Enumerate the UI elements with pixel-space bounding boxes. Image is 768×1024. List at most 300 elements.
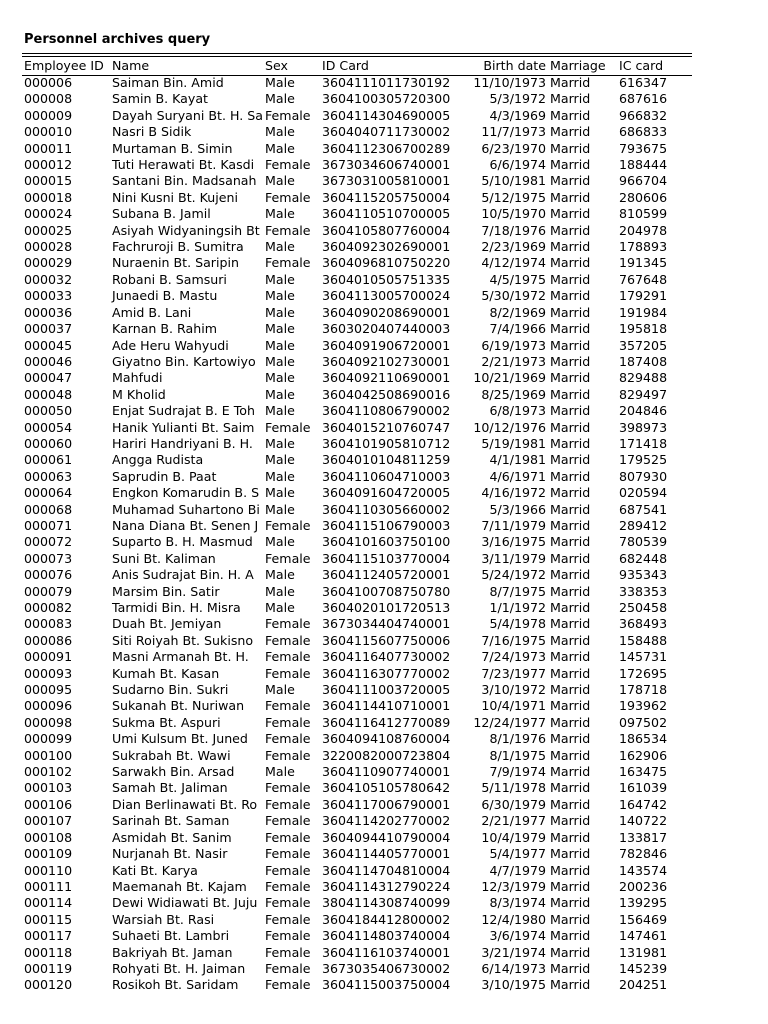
id-card-cell: 3604115103770004 bbox=[322, 550, 451, 566]
id-card-cell: 3604101603750100 bbox=[322, 534, 451, 550]
ic-card-cell: 171418 bbox=[619, 435, 668, 451]
id-card-cell: 3604020101720513 bbox=[322, 600, 451, 615]
ic-card-cell: 191345 bbox=[619, 255, 668, 271]
table-row bbox=[22, 403, 692, 419]
id-card-cell: 3604110907740001 bbox=[322, 764, 451, 780]
marriage-cell: Marrid bbox=[550, 731, 591, 747]
name-cell: Samin B. Kayat bbox=[112, 91, 208, 107]
birth-date-cell: 6/30/1979 bbox=[481, 796, 546, 812]
name-cell: Sukrabah Bt. Wawi bbox=[112, 747, 231, 763]
sex-cell: Male bbox=[265, 173, 295, 189]
sex-cell: Female bbox=[265, 846, 311, 862]
ic-card-cell: 097502 bbox=[619, 714, 668, 730]
id-card-cell: 3673031005810001 bbox=[322, 173, 451, 189]
sex-cell: Female bbox=[265, 632, 311, 648]
table-row bbox=[22, 780, 692, 796]
name-cell: Murtaman B. Simin bbox=[112, 140, 233, 156]
employee-id-cell: 000025 bbox=[24, 222, 73, 238]
id-card-cell: 3604015210760747 bbox=[322, 419, 451, 435]
col-id-card: ID Card bbox=[322, 58, 369, 73]
ic-card-cell: 686833 bbox=[619, 124, 668, 140]
ic-card-cell: 966704 bbox=[619, 173, 668, 189]
birth-date-cell: 11/10/1973 bbox=[473, 75, 546, 90]
employee-id-cell: 000098 bbox=[24, 714, 73, 730]
sex-cell: Male bbox=[265, 501, 295, 517]
employee-id-cell: 000108 bbox=[24, 829, 73, 845]
birth-date-cell: 10/5/1970 bbox=[481, 206, 546, 222]
employee-id-cell: 000054 bbox=[24, 419, 73, 435]
employee-id-cell: 000064 bbox=[24, 485, 73, 501]
birth-date-cell: 4/6/1971 bbox=[489, 468, 546, 484]
employee-id-cell: 000095 bbox=[24, 682, 73, 698]
birth-date-cell: 10/4/1979 bbox=[481, 829, 546, 845]
id-card-cell: 3604042508690016 bbox=[322, 386, 451, 402]
birth-date-cell: 5/11/1978 bbox=[481, 780, 546, 796]
birth-date-cell: 12/3/1979 bbox=[481, 878, 546, 894]
id-card-cell: 3604113005700024 bbox=[322, 288, 451, 304]
name-cell: Sudarno Bin. Sukri bbox=[112, 682, 229, 698]
marriage-cell: Marrid bbox=[550, 977, 591, 993]
employee-id-cell: 000119 bbox=[24, 960, 73, 976]
id-card-cell: 3604010104811259 bbox=[322, 452, 451, 468]
sex-cell: Male bbox=[265, 534, 295, 550]
birth-date-cell: 5/3/1966 bbox=[489, 501, 546, 517]
birth-date-cell: 4/12/1974 bbox=[481, 255, 546, 271]
employee-id-cell: 000048 bbox=[24, 386, 73, 402]
ic-card-cell: 398973 bbox=[619, 419, 668, 435]
id-card-cell: 3604114304690005 bbox=[322, 107, 451, 123]
birth-date-cell: 7/24/1973 bbox=[481, 649, 546, 665]
birth-date-cell: 5/4/1978 bbox=[489, 616, 546, 632]
table-row bbox=[22, 846, 692, 862]
table-row bbox=[22, 75, 692, 91]
birth-date-cell: 2/23/1969 bbox=[481, 239, 546, 255]
id-card-cell: 3604111003720005 bbox=[322, 682, 451, 698]
name-cell: Saiman Bin. Amid bbox=[112, 75, 224, 90]
employee-id-cell: 000063 bbox=[24, 468, 73, 484]
marriage-cell: Marrid bbox=[550, 813, 591, 829]
sex-cell: Female bbox=[265, 517, 311, 533]
sex-cell: Male bbox=[265, 600, 295, 615]
marriage-cell: Marrid bbox=[550, 222, 591, 238]
table-row bbox=[22, 813, 692, 829]
id-card-cell: 3604115003750004 bbox=[322, 977, 451, 993]
birth-date-cell: 8/2/1969 bbox=[489, 304, 546, 320]
name-cell: Asmidah Bt. Sanim bbox=[112, 829, 232, 845]
id-card-cell: 3604110604710003 bbox=[322, 468, 451, 484]
sex-cell: Male bbox=[265, 403, 295, 419]
birth-date-cell: 10/21/1969 bbox=[473, 370, 546, 386]
employee-id-cell: 000083 bbox=[24, 616, 73, 632]
birth-date-cell: 11/7/1973 bbox=[481, 124, 546, 140]
table-row bbox=[22, 190, 692, 206]
name-cell: Rohyati Bt. H. Jaiman bbox=[112, 960, 246, 976]
ic-card-cell: 140722 bbox=[619, 813, 668, 829]
marriage-cell: Marrid bbox=[550, 682, 591, 698]
sex-cell: Female bbox=[265, 928, 311, 944]
marriage-cell: Marrid bbox=[550, 452, 591, 468]
ic-card-cell: 204846 bbox=[619, 403, 668, 419]
name-cell: Umi Kulsum Bt. Juned bbox=[112, 731, 248, 747]
col-birth-date: Birth date bbox=[483, 58, 546, 73]
birth-date-cell: 6/6/1974 bbox=[489, 157, 546, 173]
birth-date-cell: 2/21/1977 bbox=[481, 813, 546, 829]
marriage-cell: Marrid bbox=[550, 895, 591, 911]
name-cell: Ade Heru Wahyudi bbox=[112, 337, 229, 353]
marriage-cell: Marrid bbox=[550, 140, 591, 156]
table-body bbox=[22, 75, 692, 994]
marriage-cell: Marrid bbox=[550, 649, 591, 665]
employee-id-cell: 000010 bbox=[24, 124, 73, 140]
ic-card-cell: 204978 bbox=[619, 222, 668, 238]
name-cell: Santani Bin. Madsanah bbox=[112, 173, 257, 189]
ic-card-cell: 145239 bbox=[619, 960, 668, 976]
employee-id-cell: 000009 bbox=[24, 107, 73, 123]
table-row bbox=[22, 452, 692, 468]
table-row bbox=[22, 928, 692, 944]
sex-cell: Female bbox=[265, 714, 311, 730]
table-row bbox=[22, 666, 692, 682]
sex-cell: Male bbox=[265, 764, 295, 780]
table-row bbox=[22, 649, 692, 665]
marriage-cell: Marrid bbox=[550, 75, 591, 90]
ic-card-cell: 186534 bbox=[619, 731, 668, 747]
table-row bbox=[22, 272, 692, 288]
birth-date-cell: 5/12/1975 bbox=[481, 189, 546, 205]
marriage-cell: Marrid bbox=[550, 534, 591, 550]
employee-id-cell: 000045 bbox=[24, 337, 73, 353]
employee-id-cell: 000071 bbox=[24, 517, 73, 533]
table-row bbox=[22, 305, 692, 321]
name-cell: Dayah Suryani Bt. H. Sa bbox=[112, 107, 263, 123]
employee-id-cell: 000118 bbox=[24, 944, 73, 960]
birth-date-cell: 6/23/1970 bbox=[481, 140, 546, 156]
ic-card-cell: 179291 bbox=[619, 288, 668, 304]
ic-card-cell: 250458 bbox=[619, 600, 668, 615]
table-row bbox=[22, 600, 692, 616]
marriage-cell: Marrid bbox=[550, 600, 591, 615]
marriage-cell: Marrid bbox=[550, 764, 591, 780]
employee-id-cell: 000036 bbox=[24, 304, 73, 320]
name-cell: Suparto B. H. Masmud bbox=[112, 534, 253, 550]
birth-date-cell: 7/16/1975 bbox=[481, 632, 546, 648]
name-cell: Tuti Herawati Bt. Kasdi bbox=[112, 157, 255, 173]
employee-id-cell: 000082 bbox=[24, 600, 73, 615]
name-cell: Suni Bt. Kaliman bbox=[112, 550, 216, 566]
sex-cell: Male bbox=[265, 91, 295, 107]
sex-cell: Female bbox=[265, 944, 311, 960]
table-row bbox=[22, 239, 692, 255]
sex-cell: Male bbox=[265, 124, 295, 140]
employee-id-cell: 000086 bbox=[24, 632, 73, 648]
sex-cell: Male bbox=[265, 304, 295, 320]
ic-card-cell: 810599 bbox=[619, 206, 668, 222]
id-card-cell: 3604110806790002 bbox=[322, 403, 451, 419]
birth-date-cell: 3/10/1972 bbox=[481, 682, 546, 698]
id-card-cell: 3604115205750004 bbox=[322, 189, 451, 205]
marriage-cell: Marrid bbox=[550, 173, 591, 189]
header-row bbox=[22, 57, 692, 75]
id-card-cell: 3804114308740099 bbox=[322, 895, 451, 911]
ic-card-cell: 807930 bbox=[619, 468, 668, 484]
marriage-cell: Marrid bbox=[550, 550, 591, 566]
table-row bbox=[22, 420, 692, 436]
marriage-cell: Marrid bbox=[550, 846, 591, 862]
name-cell: Suhaeti Bt. Lambri bbox=[112, 928, 230, 944]
employee-id-cell: 000018 bbox=[24, 189, 73, 205]
sex-cell: Male bbox=[265, 140, 295, 156]
name-cell: Fachruroji B. Sumitra bbox=[112, 239, 244, 255]
id-card-cell: 3604116412770089 bbox=[322, 714, 451, 730]
birth-date-cell: 2/21/1973 bbox=[481, 353, 546, 369]
col-marriage: Marriage bbox=[550, 58, 606, 73]
ic-card-cell: 133817 bbox=[619, 829, 668, 845]
name-cell: Sukanah Bt. Nuriwan bbox=[112, 698, 245, 714]
marriage-cell: Marrid bbox=[550, 419, 591, 435]
name-cell: Nurjanah Bt. Nasir bbox=[112, 846, 228, 862]
ic-card-cell: 935343 bbox=[619, 567, 668, 583]
table-row bbox=[22, 370, 692, 386]
table-row bbox=[22, 173, 692, 189]
sex-cell: Male bbox=[265, 682, 295, 698]
employee-id-cell: 000115 bbox=[24, 911, 73, 927]
ic-card-cell: 280606 bbox=[619, 189, 668, 205]
name-cell: Saprudin B. Paat bbox=[112, 468, 217, 484]
marriage-cell: Marrid bbox=[550, 124, 591, 140]
marriage-cell: Marrid bbox=[550, 271, 591, 287]
sex-cell: Female bbox=[265, 911, 311, 927]
id-card-cell: 3604114410710001 bbox=[322, 698, 451, 714]
table-row bbox=[22, 879, 692, 895]
sex-cell: Female bbox=[265, 878, 311, 894]
sex-cell: Male bbox=[265, 353, 295, 369]
sex-cell: Female bbox=[265, 107, 311, 123]
birth-date-cell: 7/4/1966 bbox=[489, 321, 546, 337]
col-sex: Sex bbox=[265, 58, 288, 73]
table-row bbox=[22, 108, 692, 124]
sex-cell: Female bbox=[265, 829, 311, 845]
ic-card-cell: 158488 bbox=[619, 632, 668, 648]
name-cell: Subana B. Jamil bbox=[112, 206, 211, 222]
employee-id-cell: 000079 bbox=[24, 583, 73, 599]
ic-card-cell: 682448 bbox=[619, 550, 668, 566]
id-card-cell: 3604040711730002 bbox=[322, 124, 451, 140]
sex-cell: Female bbox=[265, 731, 311, 747]
table-row bbox=[22, 206, 692, 222]
ic-card-cell: 793675 bbox=[619, 140, 668, 156]
id-card-cell: 3604092110690001 bbox=[322, 370, 451, 386]
employee-id-cell: 000107 bbox=[24, 813, 73, 829]
id-card-cell: 3604101905810712 bbox=[322, 435, 451, 451]
marriage-cell: Marrid bbox=[550, 698, 591, 714]
col-name: Name bbox=[112, 58, 150, 73]
table-row bbox=[22, 616, 692, 632]
sex-cell: Male bbox=[265, 337, 295, 353]
employee-id-cell: 000106 bbox=[24, 796, 73, 812]
ic-card-cell: 178718 bbox=[619, 682, 668, 698]
sex-cell: Female bbox=[265, 960, 311, 976]
ic-card-cell: 178893 bbox=[619, 239, 668, 255]
col-employee-id: Employee ID bbox=[24, 58, 104, 73]
ic-card-cell: 164742 bbox=[619, 796, 668, 812]
marriage-cell: Marrid bbox=[550, 107, 591, 123]
birth-date-cell: 10/4/1971 bbox=[481, 698, 546, 714]
birth-date-cell: 10/12/1976 bbox=[473, 419, 546, 435]
sex-cell: Female bbox=[265, 616, 311, 632]
sex-cell: Female bbox=[265, 157, 311, 173]
table-row bbox=[22, 945, 692, 961]
employee-id-cell: 000114 bbox=[24, 895, 73, 911]
birth-date-cell: 3/21/1974 bbox=[481, 944, 546, 960]
marriage-cell: Marrid bbox=[550, 468, 591, 484]
employee-id-cell: 000096 bbox=[24, 698, 73, 714]
ic-card-cell: 289412 bbox=[619, 517, 668, 533]
sex-cell: Male bbox=[265, 583, 295, 599]
marriage-cell: Marrid bbox=[550, 780, 591, 796]
name-cell: Asiyah Widyaningsih Bt bbox=[112, 222, 260, 238]
id-card-cell: 3604100305720300 bbox=[322, 91, 451, 107]
id-card-cell: 3673034606740001 bbox=[322, 157, 451, 173]
sex-cell: Male bbox=[265, 239, 295, 255]
table-row bbox=[22, 141, 692, 157]
employee-id-cell: 000029 bbox=[24, 255, 73, 271]
id-card-cell: 3673035406730002 bbox=[322, 960, 451, 976]
ic-card-cell: 200236 bbox=[619, 878, 668, 894]
id-card-cell: 3604117006790001 bbox=[322, 796, 451, 812]
birth-date-cell: 5/24/1972 bbox=[481, 567, 546, 583]
birth-date-cell: 4/7/1979 bbox=[489, 862, 546, 878]
id-card-cell: 3604114202770002 bbox=[322, 813, 451, 829]
employee-id-cell: 000008 bbox=[24, 91, 73, 107]
ic-card-cell: 156469 bbox=[619, 911, 668, 927]
id-card-cell: 3604100708750780 bbox=[322, 583, 451, 599]
ic-card-cell: 020594 bbox=[619, 485, 668, 501]
sex-cell: Female bbox=[265, 862, 311, 878]
table-row bbox=[22, 436, 692, 452]
col-ic-card: IC card bbox=[619, 58, 664, 73]
marriage-cell: Marrid bbox=[550, 567, 591, 583]
marriage-cell: Marrid bbox=[550, 928, 591, 944]
name-cell: Hanik Yulianti Bt. Saim bbox=[112, 419, 255, 435]
name-cell: Amid B. Lani bbox=[112, 304, 192, 320]
marriage-cell: Marrid bbox=[550, 616, 591, 632]
header-top-rule bbox=[22, 53, 692, 54]
employee-id-cell: 000015 bbox=[24, 173, 73, 189]
table-row bbox=[22, 518, 692, 534]
ic-card-cell: 782846 bbox=[619, 846, 668, 862]
birth-date-cell: 5/19/1981 bbox=[481, 435, 546, 451]
name-cell: Nuraenin Bt. Saripin bbox=[112, 255, 239, 271]
birth-date-cell: 7/23/1977 bbox=[481, 665, 546, 681]
table-row bbox=[22, 321, 692, 337]
birth-date-cell: 8/25/1969 bbox=[481, 386, 546, 402]
name-cell: Junaedi B. Mastu bbox=[112, 288, 218, 304]
table-row bbox=[22, 633, 692, 649]
id-card-cell: 3604091604720005 bbox=[322, 485, 451, 501]
marriage-cell: Marrid bbox=[550, 878, 591, 894]
report-title: Personnel archives query bbox=[24, 32, 211, 47]
marriage-cell: Marrid bbox=[550, 862, 591, 878]
ic-card-cell: 179525 bbox=[619, 452, 668, 468]
name-cell: Nasri B Sidik bbox=[112, 124, 192, 140]
birth-date-cell: 5/30/1972 bbox=[481, 288, 546, 304]
name-cell: Hariri Handriyani B. H. bbox=[112, 435, 253, 451]
table-row bbox=[22, 715, 692, 731]
sex-cell: Male bbox=[265, 75, 295, 90]
employee-id-cell: 000028 bbox=[24, 239, 73, 255]
birth-date-cell: 1/1/1972 bbox=[489, 600, 546, 615]
name-cell: Sarwakh Bin. Arsad bbox=[112, 764, 235, 780]
name-cell: Dian Berlinawati Bt. Ro bbox=[112, 796, 258, 812]
sex-cell: Female bbox=[265, 895, 311, 911]
birth-date-cell: 6/14/1973 bbox=[481, 960, 546, 976]
name-cell: Sarinah Bt. Saman bbox=[112, 813, 230, 829]
sex-cell: Female bbox=[265, 550, 311, 566]
id-card-cell: 3604010505751335 bbox=[322, 271, 451, 287]
ic-card-cell: 338353 bbox=[619, 583, 668, 599]
ic-card-cell: 204251 bbox=[619, 977, 668, 993]
table-row bbox=[22, 124, 692, 140]
name-cell: Robani B. Samsuri bbox=[112, 271, 227, 287]
id-card-cell: 3604105105780642 bbox=[322, 780, 451, 796]
table-row bbox=[22, 387, 692, 403]
marriage-cell: Marrid bbox=[550, 321, 591, 337]
table-row bbox=[22, 797, 692, 813]
id-card-cell: 3604105807760004 bbox=[322, 222, 451, 238]
marriage-cell: Marrid bbox=[550, 944, 591, 960]
marriage-cell: Marrid bbox=[550, 239, 591, 255]
employee-id-cell: 000024 bbox=[24, 206, 73, 222]
marriage-cell: Marrid bbox=[550, 288, 591, 304]
table-row bbox=[22, 682, 692, 698]
sex-cell: Female bbox=[265, 698, 311, 714]
sex-cell: Male bbox=[265, 271, 295, 287]
table-row bbox=[22, 584, 692, 600]
id-card-cell: 3220082000723804 bbox=[322, 747, 451, 763]
sex-cell: Male bbox=[265, 468, 295, 484]
birth-date-cell: 5/4/1977 bbox=[489, 846, 546, 862]
birth-date-cell: 3/6/1974 bbox=[489, 928, 546, 944]
ic-card-cell: 187408 bbox=[619, 353, 668, 369]
table-row bbox=[22, 748, 692, 764]
birth-date-cell: 8/3/1974 bbox=[489, 895, 546, 911]
ic-card-cell: 163475 bbox=[619, 764, 668, 780]
sex-cell: Female bbox=[265, 796, 311, 812]
table-row bbox=[22, 764, 692, 780]
marriage-cell: Marrid bbox=[550, 911, 591, 927]
ic-card-cell: 966832 bbox=[619, 107, 668, 123]
id-card-cell: 3604184412800002 bbox=[322, 911, 451, 927]
table-row bbox=[22, 91, 692, 107]
marriage-cell: Marrid bbox=[550, 304, 591, 320]
birth-date-cell: 12/24/1977 bbox=[473, 714, 546, 730]
ic-card-cell: 357205 bbox=[619, 337, 668, 353]
employee-id-cell: 000032 bbox=[24, 271, 73, 287]
sex-cell: Male bbox=[265, 206, 295, 222]
marriage-cell: Marrid bbox=[550, 435, 591, 451]
ic-card-cell: 687541 bbox=[619, 501, 668, 517]
sex-cell: Male bbox=[265, 321, 295, 337]
marriage-cell: Marrid bbox=[550, 960, 591, 976]
ic-card-cell: 139295 bbox=[619, 895, 668, 911]
name-cell: Nana Diana Bt. Senen J bbox=[112, 517, 259, 533]
ic-card-cell: 172695 bbox=[619, 665, 668, 681]
id-card-cell: 3604094108760004 bbox=[322, 731, 451, 747]
ic-card-cell: 188444 bbox=[619, 157, 668, 173]
table-row bbox=[22, 469, 692, 485]
marriage-cell: Marrid bbox=[550, 91, 591, 107]
marriage-cell: Marrid bbox=[550, 403, 591, 419]
